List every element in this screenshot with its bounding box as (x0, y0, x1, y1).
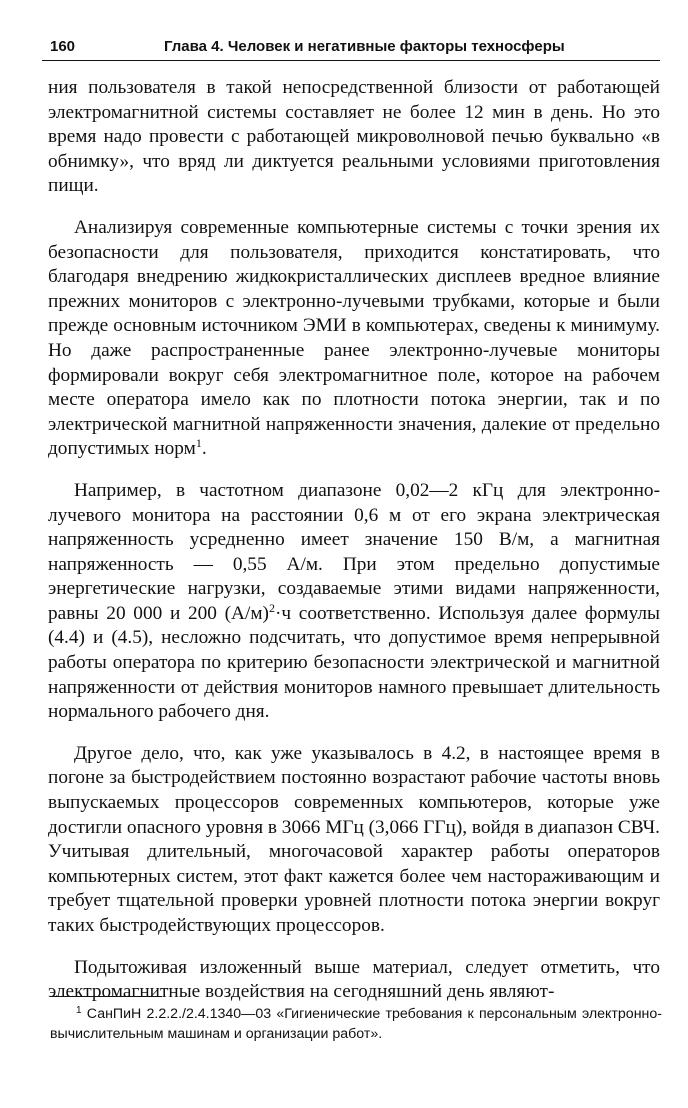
paragraph-3-tail: ·ч соответственно. Используя далее формулы (4.4) и (4.5), несложно подсчитать, что допустимое время непрерывной работы оператора по критерию безопасности электрической и магнитной напряженности от действия мониторов намного превышает длительность нормального рабочего дня. (48, 602, 660, 723)
body-text (48, 76, 660, 1022)
paragraph-3 (48, 479, 660, 725)
paragraph-2-end: . (201, 438, 207, 460)
exponent: 2 (268, 600, 275, 615)
paragraph-4: Другое дело, что, как уже указывалось в 4.2, в настоящее время в погоне за быстродействием постоянно возрастают рабочие частоты вновь выпускаемых процессоров современных компьютеров, которые уже достигли опасного уровня в 3066 МГц (3,066 ГГц), войдя в диапазон СВЧ. Учитывая длительный, многочасовой характер работы операторов компьютерных систем, этот факт кажется более чем настораживающим и требует тщательной проверки уровней плотности потока энергии вокруг таких быстродействующих процессоров. (48, 742, 660, 936)
paragraph-1: ния пользователя в такой непосредственной близости от работающей электромагнитной системы составляет не более 12 мин в день. Но это время надо провести с работающей микроволновой печью буквально «в обнимку», что вряд ли диктуется реальными условиями приготовления пищи. (48, 77, 660, 197)
footnote (50, 1004, 662, 1044)
paragraph-5: Подытоживая изложенный выше материал, следует отметить, что электромагнитные воздействия на сегодняшний день являют- (48, 956, 660, 1003)
paragraph-3-text: Например, в частотном диапазоне 0,02—2 кГц для электронно-лучевого монитора на расстоянии 0,6 м от его экрана электрическая напряженность усредненно имеет значение 150 В/м, а магнитная напряженность — 0,55 А/м. При этом предельно допустимые энергетические нагрузки, создаваемые этими видами напряженности, равны 20 000 и 200 (А/м) (48, 479, 660, 624)
footnote-mark: 1 (76, 1005, 82, 1016)
paragraph-2 (48, 216, 660, 462)
paragraph-2-text: Анализируя современные компьютерные системы с точки зрения их безопасности для пользователя, приходится констатировать, что благодаря внедрению жидкокристаллических дисплеев вредное влияние прежних мониторов с электронно-лучевыми трубками, которые и были прежде основным источником ЭМИ в компьютерах, сведены к минимуму. Но даже распространенные ранее электронно-лучевые мониторы формировали вокруг себя электромагнитное поле, которое на рабочем месте оператора имело как по плотности потока энергии, так и по электрической магнитной напряженности значения, далекие от предельно допустимых норм (48, 216, 660, 460)
footnote-text: СанПиН 2.2.2./2.4.1340—03 «Гигиенические требования к персональным электронно-вычислительным машинам и организации работ». (50, 1006, 662, 1042)
page-number: 160 (50, 38, 76, 55)
footnote-divider (50, 996, 162, 997)
footnote-reference: 1 (195, 436, 202, 451)
chapter-title: Глава 4. Человек и негативные факторы техносферы (164, 38, 565, 55)
running-header (42, 34, 660, 61)
